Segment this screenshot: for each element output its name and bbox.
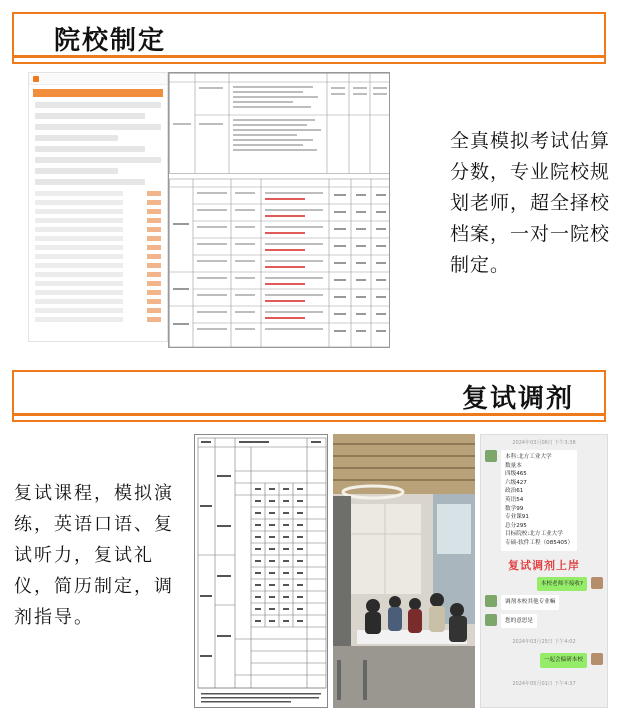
profile-line: 专硕-软件工程（085405） [505,539,574,546]
section-title-school: 院校制定 [54,26,167,56]
profile-line: 数量本 [505,462,522,469]
profile-line: 英语54 [505,496,524,503]
chat-bubble: 一起会偏研本校 [540,653,587,668]
chat-timestamp: 2024年03月25日 下午4:02 [512,639,576,646]
avatar [591,653,603,665]
section-banner-school [12,12,606,64]
table-grid [169,73,390,348]
profile-bubble [501,450,577,551]
chat-screenshot [480,434,608,708]
chat-bubble: 本校老师不接收? [537,577,587,592]
retest-score-form-image [194,434,328,708]
form-grid [195,435,328,708]
chat-message [485,595,603,610]
chat-message-self [485,577,603,592]
classroom-illustration [333,434,475,708]
profile-line: 总分295 [505,522,527,529]
chat-message-self [485,653,603,668]
profile-line: 数学99 [505,505,524,512]
profile-line: 政治61 [505,488,524,495]
chat-headline: 复试调剂上岸 [508,558,580,572]
chat-timestamp: 2024年05月01日 下午4:37 [512,680,576,687]
avatar [591,577,603,589]
avatar [485,595,497,607]
school-website-screenshot [28,72,168,342]
avatar [485,450,497,462]
section-banner-retest [12,370,606,422]
school-archive-table-image [168,72,390,348]
avatar [485,614,497,626]
section-description-retest: 复试课程，模拟演练，英语口语、复试听力，复试礼仪，简历制定，调剂指导。 [14,483,174,628]
section-title-retest: 复试调剂 [461,384,574,414]
school-list [35,191,161,322]
site-logo [33,76,39,82]
chat-timestamp: 2024年03月06日 下午3:38 [512,440,576,446]
profile-line: 目标院校:北方工业大学 [505,531,563,538]
chat-message [485,450,603,551]
profile-line: 本科:北方工业大学 [505,454,552,460]
chat-bubble: 调剂本校其他专业嘛 [501,595,559,610]
chat-bubble: 您的意思是 [501,614,537,629]
profile-line: 四级465 [505,471,527,478]
retest-class-photo [333,434,475,708]
chat-message [485,614,603,629]
profile-line: 六级427 [505,479,527,486]
section-description-school: 全真模拟考试估算分数，专业院校规划老师，超全择校档案，一对一院校制定。 [450,130,611,276]
profile-line: 专业课91 [505,514,529,521]
